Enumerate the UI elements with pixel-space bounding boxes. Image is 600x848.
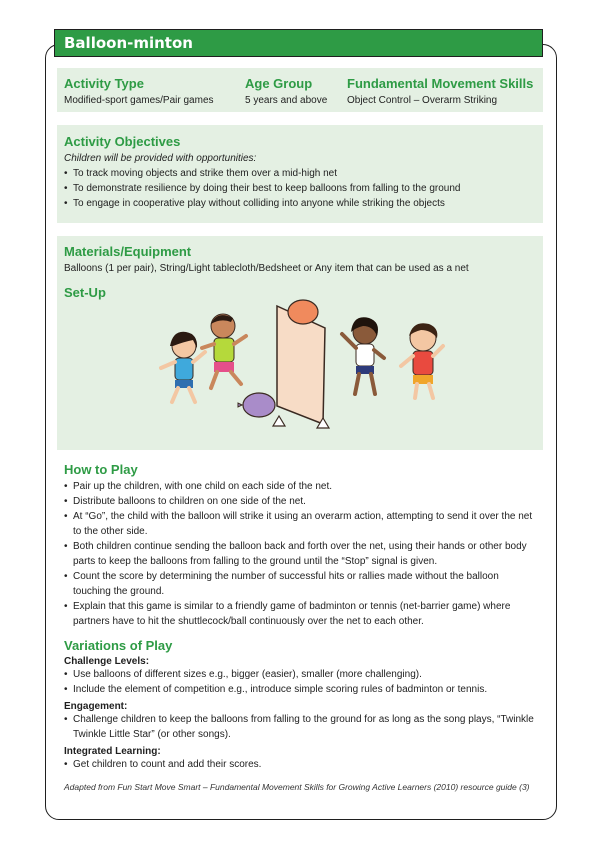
age-group-value: 5 years and above bbox=[245, 95, 328, 106]
how-to-play-heading: How to Play bbox=[64, 462, 138, 477]
integrated-item: • Get children to count and add their scores. bbox=[64, 757, 539, 772]
setup-heading: Set-Up bbox=[64, 285, 106, 300]
activity-type-label: Activity Type bbox=[64, 76, 144, 91]
child-girl-icon bbox=[161, 332, 205, 402]
balloon-orange-icon bbox=[288, 300, 318, 324]
balloon-purple-icon bbox=[238, 393, 275, 417]
objectives-heading: Activity Objectives bbox=[64, 134, 181, 149]
variations-heading: Variations of Play bbox=[64, 638, 173, 653]
challenge-heading: Challenge Levels: bbox=[64, 656, 150, 667]
source-footer: Adapted from Fun Start Move Smart – Fundamental Movement Skills for Growing Active Learners (2010) resource guide (3) bbox=[64, 782, 530, 792]
page-title: Balloon-minton bbox=[54, 29, 543, 57]
engagement-item: • Challenge children to keep the balloons from falling to the ground for as long as the song plays, “Twinkle Twinkle Little Star” (or other songs). bbox=[64, 712, 539, 742]
child-boy-red-icon bbox=[401, 323, 443, 398]
how-to-play-section bbox=[64, 462, 539, 795]
engagement-heading: Engagement: bbox=[64, 701, 128, 712]
objective-item: • To track moving objects and strike them over a mid-high net bbox=[64, 166, 536, 181]
how-to-play-item: • Count the score by determining the number of successful hits or rallies made without the balloon touching the ground. bbox=[64, 569, 539, 599]
challenge-item: • Use balloons of different sizes e.g., bigger (easier), smaller (more challenging). bbox=[64, 667, 539, 682]
challenge-item: • Include the element of competition e.g., introduce simple scoring rules of badminton or tennis. bbox=[64, 682, 539, 697]
materials-panel bbox=[57, 236, 543, 450]
materials-text: Balloons (1 per pair), String/Light tablecloth/Bedsheet or Any item that can be used as a net bbox=[64, 263, 469, 274]
integrated-heading: Integrated Learning: bbox=[64, 746, 161, 757]
info-panel bbox=[57, 68, 543, 112]
child-girl-white-icon bbox=[342, 317, 384, 394]
skills-value: Object Control – Overarm Striking bbox=[347, 95, 498, 106]
objective-item: • To engage in cooperative play without colliding into anyone while striking the objects bbox=[64, 196, 536, 211]
age-group-label: Age Group bbox=[245, 76, 313, 91]
skills-label: Fundamental Movement Skills bbox=[347, 76, 534, 91]
setup-illustration bbox=[137, 298, 467, 438]
how-to-play-item: • At “Go”, the child with the balloon will strike it using an overarm action, attempting to send it over the net to the other side. bbox=[64, 509, 539, 539]
activity-type-value: Modified-sport games/Pair games bbox=[64, 95, 214, 106]
child-boy-lime-icon bbox=[202, 314, 246, 388]
how-to-play-item: • Explain that this game is similar to a friendly game of badminton or tennis (net-barrier game) where partners have to hit the shuttlecock/ball continuously over the net to each other. bbox=[64, 599, 539, 629]
objective-item: • To demonstrate resilience by doing their best to keep balloons from falling to the ground bbox=[64, 181, 536, 196]
objectives-intro: Children will be provided with opportunities: bbox=[64, 153, 257, 164]
how-to-play-item: • Distribute balloons to children on one side of the net. bbox=[64, 494, 539, 509]
how-to-play-item: • Pair up the children, with one child on each side of the net. bbox=[64, 479, 539, 494]
materials-heading: Materials/Equipment bbox=[64, 244, 192, 259]
objectives-panel bbox=[57, 125, 543, 223]
how-to-play-item: • Both children continue sending the balloon back and forth over the net, using their hands or other body parts to keep the balloons from falling to the ground until the “Stop” signal is given. bbox=[64, 539, 539, 569]
